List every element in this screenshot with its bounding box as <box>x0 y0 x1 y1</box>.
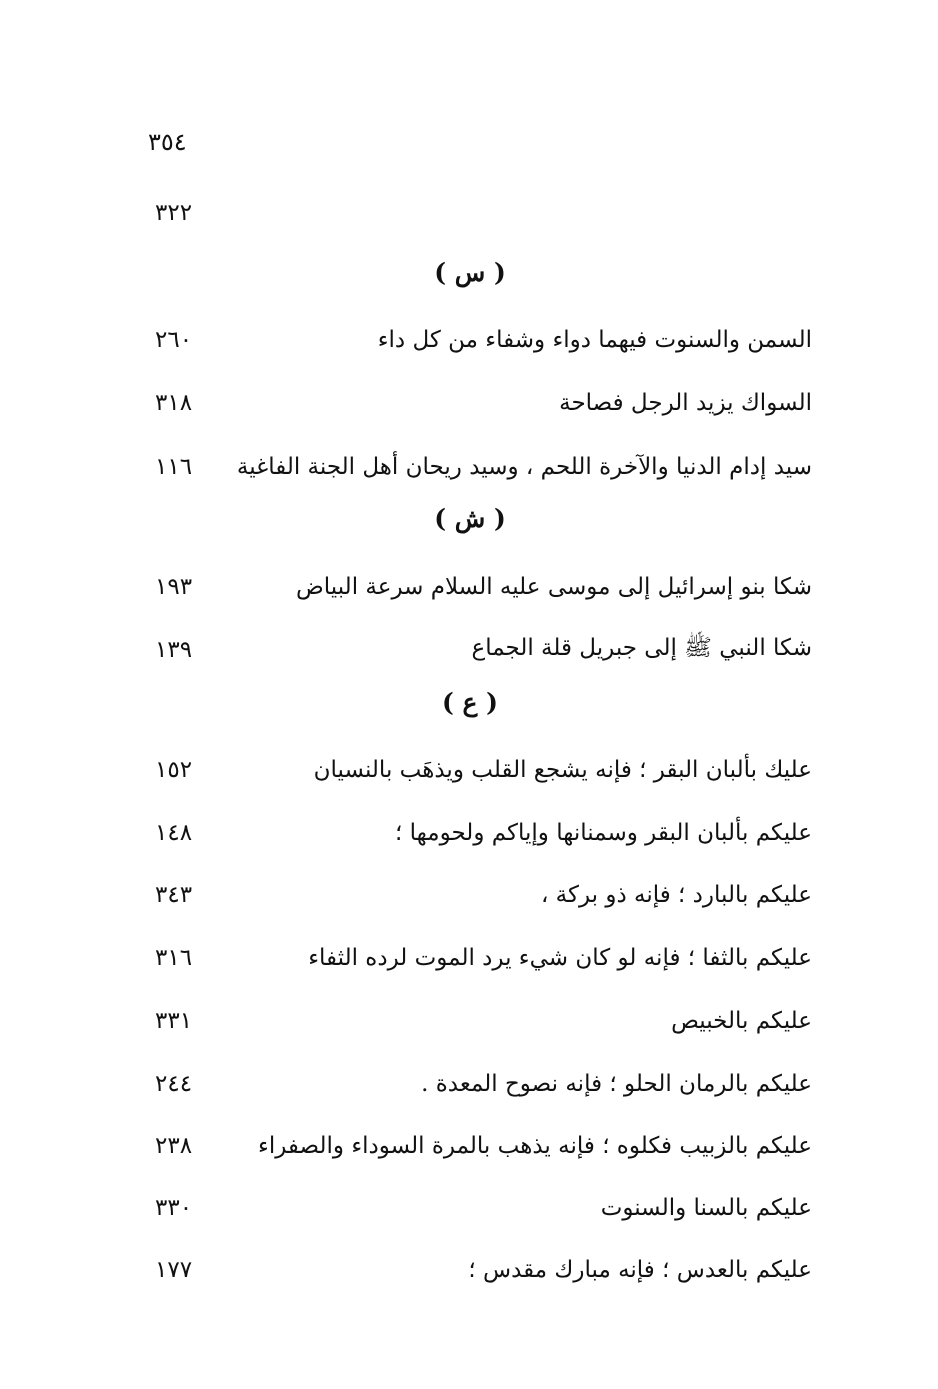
entry-page: ١١٦ <box>155 454 193 480</box>
index-entry <box>140 632 812 668</box>
entry-text: السواك يزيد الرجل فصاحة <box>559 390 812 416</box>
entry-page: ٣٣٠ <box>155 1195 193 1221</box>
entry-text: عليكم بالسنا والسنوت <box>600 1195 812 1221</box>
index-entry <box>140 1190 812 1226</box>
entry-page: ٣٤٣ <box>155 882 193 908</box>
index-entry <box>140 449 812 485</box>
section-heading-sin: ( س ) <box>434 258 506 287</box>
index-entry <box>140 815 812 851</box>
index-entry <box>140 940 812 976</box>
entry-text: عليكم بالرمان الحلو ؛ فإنه نصوح المعدة . <box>421 1071 812 1097</box>
entry-page: ١٩٣ <box>155 574 193 600</box>
entry-page: ٢٤٤ <box>155 1071 193 1097</box>
entry-text: شكا النبي ﷺ إلى جبريل قلة الجماع <box>471 635 812 661</box>
index-entry <box>140 385 812 421</box>
section-heading-shin: ( ش ) <box>434 504 506 533</box>
section-heading-ain: ( ع ) <box>442 688 498 717</box>
entry-page: ١٣٩ <box>155 637 193 663</box>
entry-text: سيد إدام الدنيا والآخرة اللحم ، وسيد ريحان أهل الجنة الفاغية <box>236 454 812 480</box>
entry-text: عليكم بالعدس ؛ فإنه مبارك مقدس ؛ <box>468 1257 812 1283</box>
index-entry <box>140 752 812 788</box>
index-entry <box>140 322 812 358</box>
entry-page: ١٤٨ <box>155 820 193 846</box>
index-entry <box>140 1128 812 1164</box>
entry-page: ١٥٢ <box>155 757 193 783</box>
carry-over-page-number: ٣٢٢ <box>155 200 193 226</box>
entry-page: ٢٦٠ <box>155 327 193 353</box>
entry-text: عليك بألبان البقر ؛ فإنه يشجع القلب ويذهَب بالنسيان <box>313 757 812 783</box>
entry-page: ٣١٦ <box>155 945 193 971</box>
entry-page: ٢٣٨ <box>155 1133 193 1159</box>
index-entry <box>140 877 812 913</box>
entry-text: شكا بنو إسرائيل إلى موسى عليه السلام سرعة البياض <box>295 574 812 600</box>
index-entry <box>140 1003 812 1039</box>
entry-page: ١٧٧ <box>155 1257 193 1283</box>
entry-page: ٣٣١ <box>155 1008 193 1034</box>
index-entry <box>140 1066 812 1102</box>
page-number: ٣٥٤ <box>148 128 187 156</box>
index-entry <box>140 569 812 605</box>
entry-text: عليكم بألبان البقر وسمنانها وإياكم ولحومها ؛ <box>395 820 812 846</box>
entry-text: عليكم بالزبيب فكلوه ؛ فإنه يذهب بالمرة السوداء والصفراء <box>258 1133 812 1159</box>
entry-text: عليكم بالثفا ؛ فإنه لو كان شيء يرد الموت لرده الثفاء <box>308 945 812 971</box>
entry-text: عليكم بالبارد ؛ فإنه ذو بركة ، <box>540 882 812 908</box>
entry-text: السمن والسنوت فيهما دواء وشفاء من كل داء <box>377 327 812 353</box>
entry-text: عليكم بالخبيص <box>671 1008 812 1034</box>
index-entry <box>140 1252 812 1288</box>
entry-page: ٣١٨ <box>155 390 193 416</box>
